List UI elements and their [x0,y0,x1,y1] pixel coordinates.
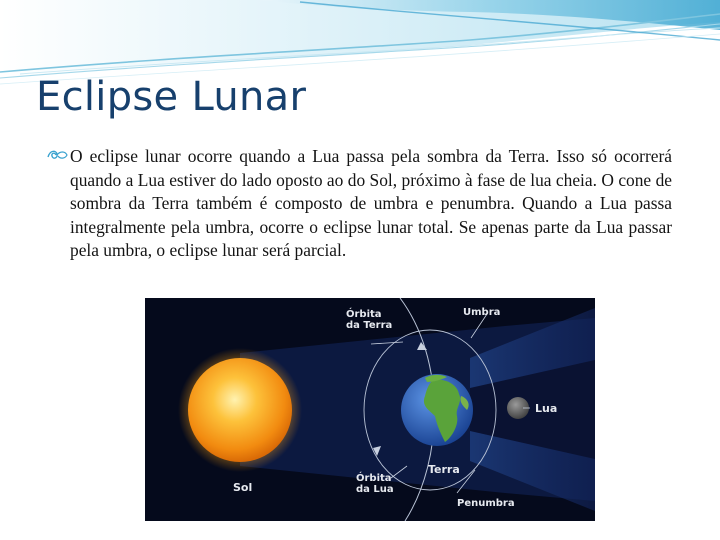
flourish-bullet-icon [46,148,70,162]
label-orbita-terra-1: Órbita [346,309,382,320]
bullet-paragraph [46,145,672,263]
label-sol: Sol [233,481,253,494]
label-orbita-terra-2: da Terra [346,320,393,331]
label-terra: Terra [428,463,460,476]
eclipse-diagram [145,298,595,521]
label-lua: Lua [535,402,558,415]
label-penumbra: Penumbra [457,498,515,509]
label-umbra: Umbra [463,307,501,318]
sun-icon [188,358,292,462]
label-orbita-lua-1: Órbita [356,473,392,484]
slide-title: Eclipse Lunar [36,74,307,120]
body-text: O eclipse lunar ocorre quando a Lua passa pela sombra da Terra. Isso só ocorrerá quando a Lua estiver do lado oposto ao do Sol, próximo à fase de lua cheia. O cone de sombra da Terra também é composto de umbra e penumbra. Quando a Lua passa integralmente pela umbra, ocorre o eclipse lunar total. Se apenas parte da Lua passar pela umbra, o eclipse lunar será parcial. [70,146,672,260]
label-orbita-lua-2: da Lua [356,484,394,495]
